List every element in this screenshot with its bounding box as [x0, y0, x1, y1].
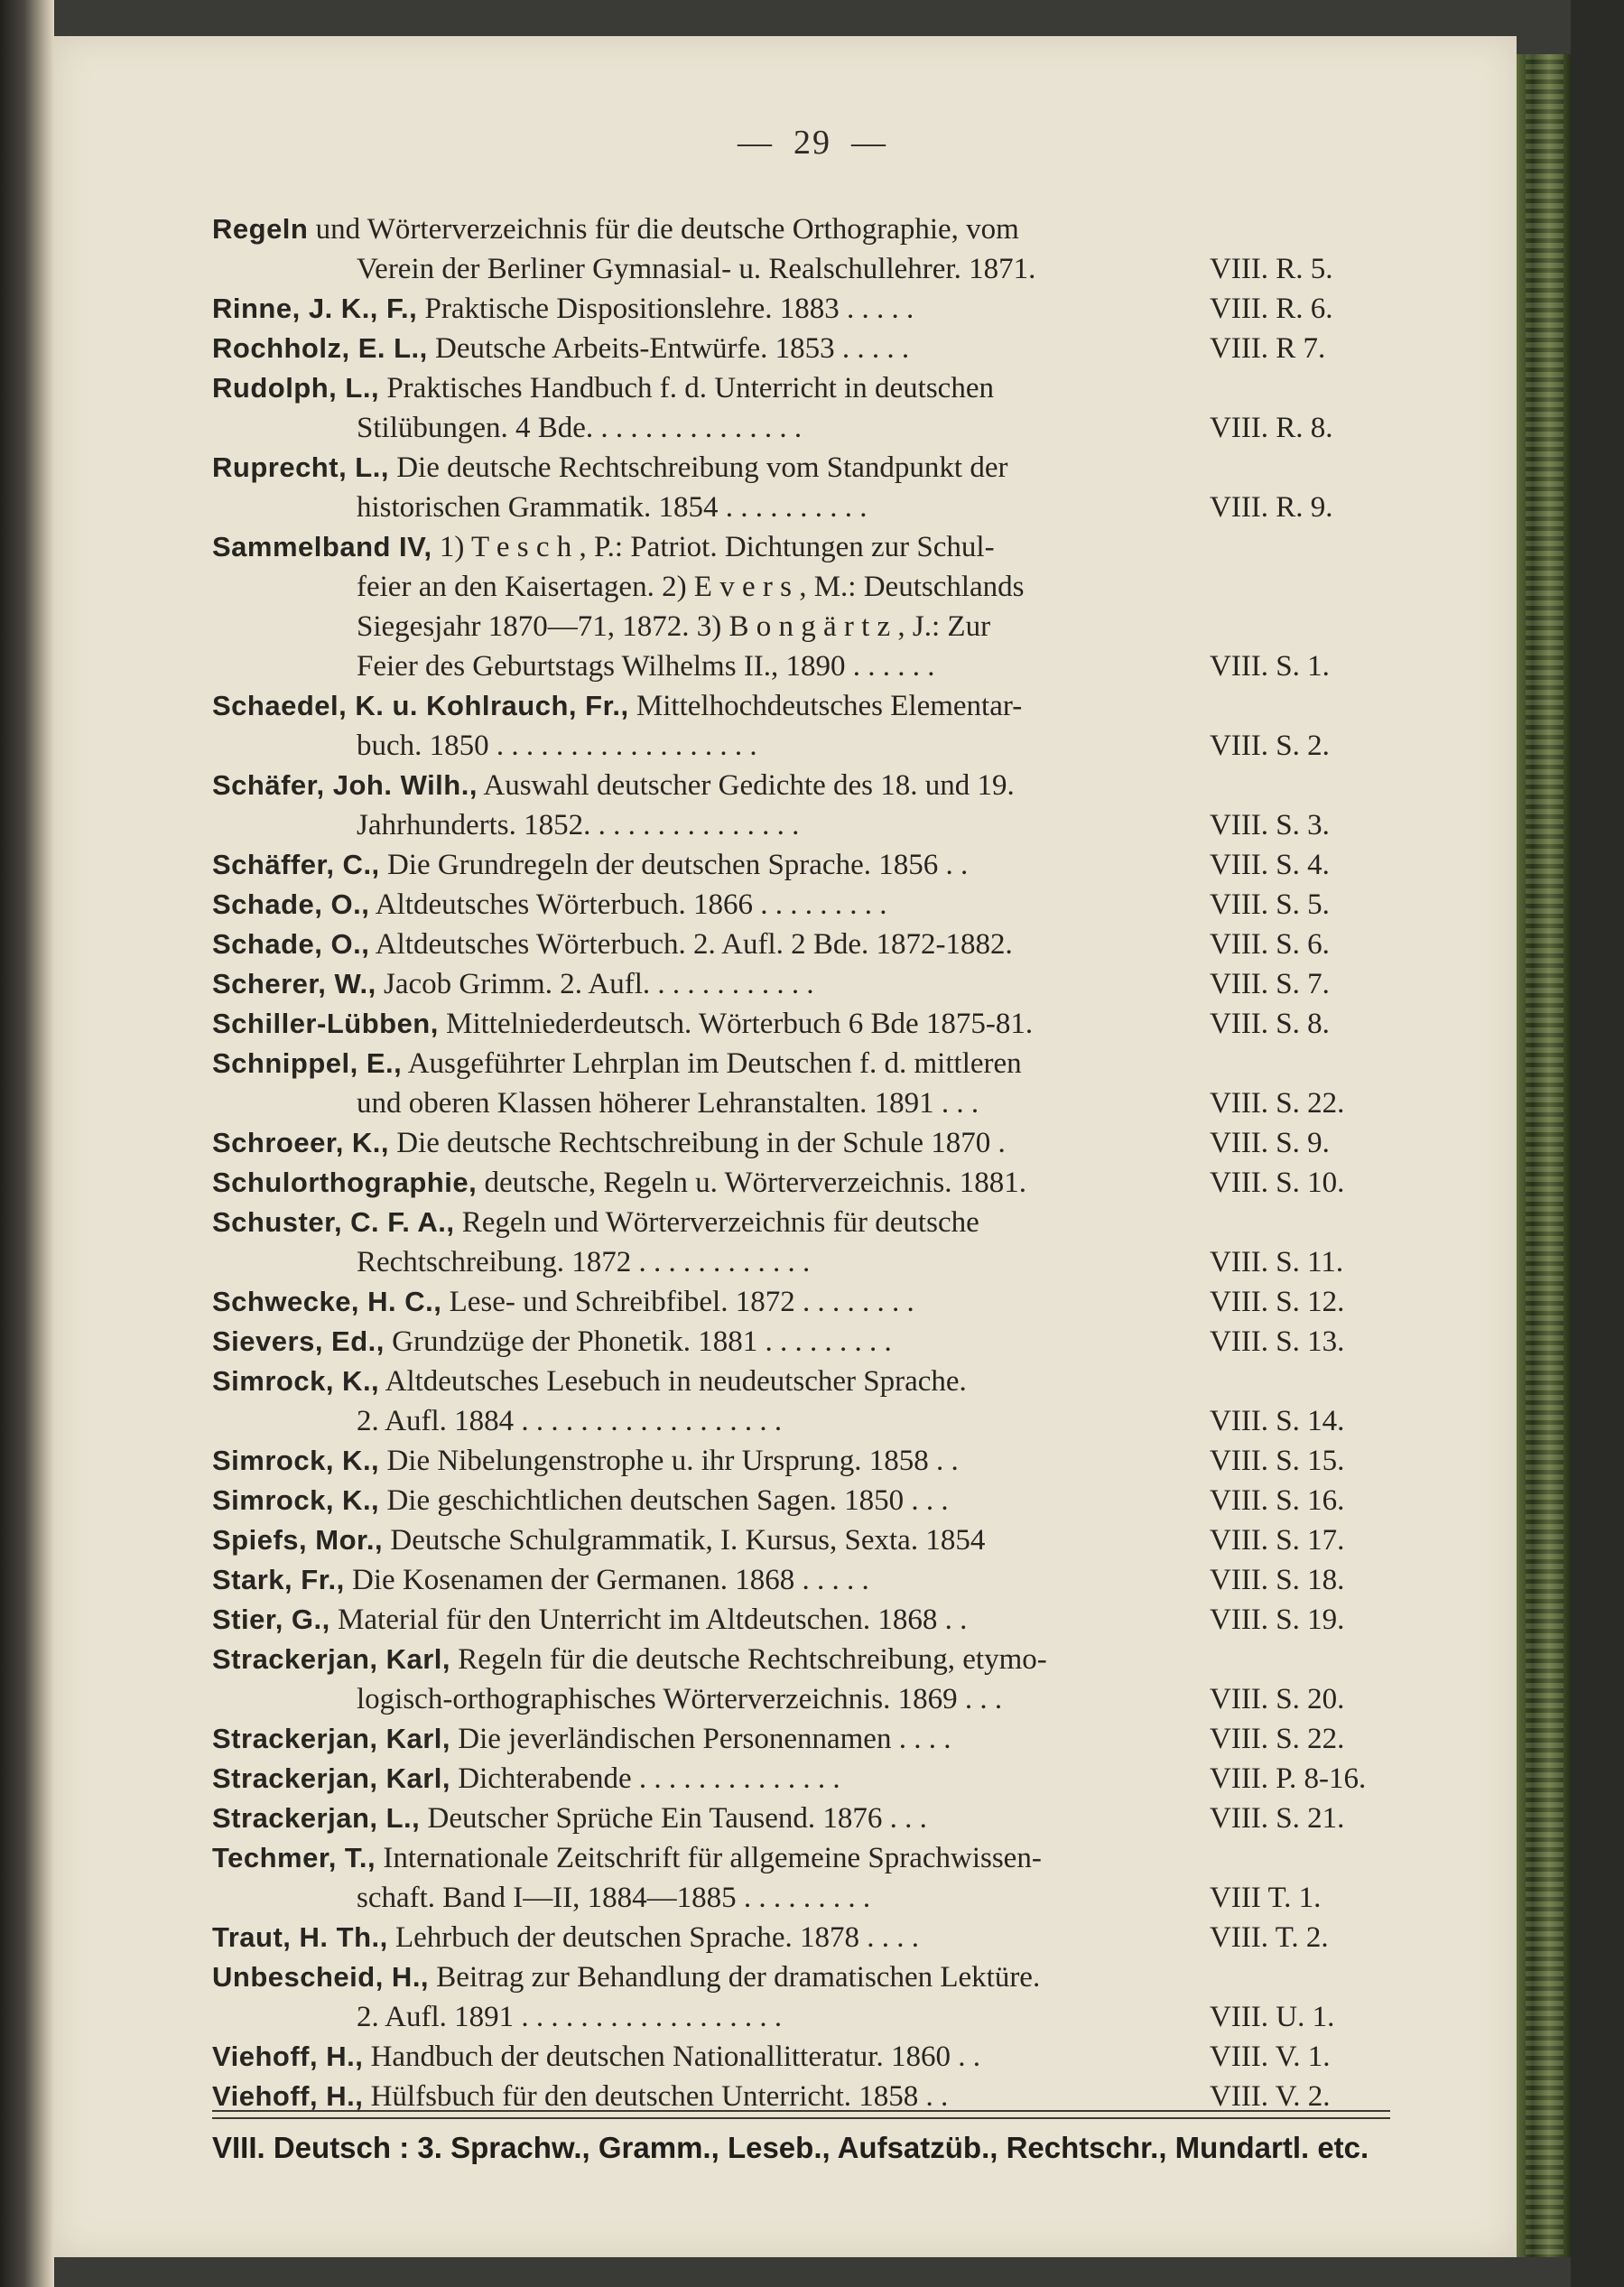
entry-text	[212, 2037, 1183, 2077]
entry-title: Altdeutsches Wörterbuch. 1866 . . . . . . . . .	[369, 888, 887, 921]
entry-title: Rechtschreibung. 1872 . . . . . . . . . . . .	[357, 1246, 811, 1278]
entry-signature: VIII. S. 5.	[1210, 888, 1330, 921]
entry-text	[357, 1083, 1183, 1123]
entry-signature: VIII. S. 17.	[1210, 1524, 1345, 1557]
entry-title: Die geschichtlichen deutschen Sagen. 1850 . . .	[379, 1484, 949, 1517]
entry-text	[212, 209, 1183, 249]
catalog-entry-line	[212, 1520, 1386, 1560]
entry-title: Deutsche Arbeits-Entwürfe. 1853 . . . . .	[427, 332, 910, 365]
entry-text	[212, 1322, 1183, 1362]
catalog-entry-line	[212, 1918, 1386, 1957]
entry-title: Hülfsbuch für den deutschen Unterricht. 1858 . .	[363, 2080, 949, 2113]
entry-title: Jacob Grimm. 2. Aufl. . . . . . . . . . . .	[376, 968, 814, 1000]
entry-signature: VIII. S. 1.	[1210, 650, 1330, 683]
entry-signature: VIII. R. 6.	[1210, 293, 1333, 325]
entry-title: Ausgeführter Lehrplan im Deutschen f. d. mittleren	[402, 1047, 1022, 1080]
entry-text	[212, 1163, 1183, 1203]
entry-title: Deutscher Sprüche Ein Tausend. 1876 . . .	[420, 1802, 927, 1835]
entry-author: Schuster, C. F. A.,	[212, 1206, 455, 1238]
entry-signature: VIII. S. 7.	[1210, 968, 1330, 1000]
entry-author: Traut, H. Th.,	[212, 1921, 388, 1953]
entry-signature: VIII. S. 12.	[1210, 1286, 1345, 1318]
entry-author: Strackerjan, Karl,	[212, 1723, 451, 1754]
entry-title: und oberen Klassen höherer Lehranstalten. 1891 . . .	[357, 1087, 979, 1120]
catalog-entry-line	[212, 1838, 1386, 1878]
entry-author: Rinne, J. K., F.,	[212, 293, 418, 324]
entry-text	[357, 1878, 1183, 1918]
entry-text	[212, 448, 1183, 488]
entry-title: Lehrbuch der deutschen Sprache. 1878 . . . .	[387, 1921, 920, 1954]
entry-author: Regeln	[212, 213, 309, 245]
entry-author: Strackerjan, L.,	[212, 1802, 421, 1834]
entry-signature: VIII. S. 3.	[1210, 809, 1330, 841]
entry-text	[212, 1044, 1183, 1083]
entry-title: Regeln für die deutsche Rechtschreibung, etymo-	[450, 1643, 1047, 1676]
entry-text	[212, 1362, 1183, 1401]
entry-title: Mittelhochdeutsches Elementar-	[628, 690, 1023, 722]
catalog-entry-line	[212, 1083, 1386, 1123]
entry-text	[357, 567, 1183, 607]
entry-signature: VIII. S. 15.	[1210, 1445, 1345, 1477]
entry-author: Schade, O.,	[212, 888, 370, 920]
entry-author: Schäffer, C.,	[212, 849, 380, 880]
entry-title: Mittelniederdeutsch. Wörterbuch 6 Bde 1875-81.	[438, 1008, 1034, 1040]
footer-rule-top	[212, 2110, 1390, 2112]
catalog-entry-line	[212, 1322, 1386, 1362]
entry-author: Schulorthographie,	[212, 1167, 478, 1198]
entry-signature: VIII. R. 9.	[1210, 491, 1333, 524]
catalog-entry-line	[212, 964, 1386, 1004]
entry-text	[212, 368, 1183, 408]
entry-author: Schroeer, K.,	[212, 1127, 390, 1158]
catalog-entry-line	[212, 1163, 1386, 1203]
catalog-entry-line	[212, 1242, 1386, 1282]
entry-text	[212, 766, 1183, 805]
catalog-entry-line	[212, 567, 1386, 607]
entry-signature: VIII. R 7.	[1210, 332, 1326, 365]
entry-text	[212, 329, 1183, 368]
catalog-entry-line	[212, 1799, 1386, 1838]
entry-text	[357, 646, 1183, 686]
entry-text	[212, 1560, 1183, 1600]
catalog-entry-line	[212, 2037, 1386, 2077]
entry-title: historischen Grammatik. 1854 . . . . . . . . . .	[357, 491, 868, 524]
footer-rule-bottom	[212, 2117, 1390, 2119]
entry-author: Schaedel, K. u. Kohlrauch, Fr.,	[212, 690, 629, 721]
entry-text	[357, 488, 1183, 527]
entry-title: Auswahl deutscher Gedichte des 18. und 19.	[477, 769, 1015, 802]
catalog-entry-line	[212, 1004, 1386, 1044]
catalog-entry-line	[212, 1878, 1386, 1918]
entry-title: und Wörterverzeichnis für die deutsche Orthographie, vom	[308, 213, 1019, 246]
entry-author: Unbescheid, H.,	[212, 1961, 430, 1993]
entry-title: schaft. Band I—II, 1884—1885 . . . . . . . . .	[357, 1882, 871, 1914]
entry-title: 2. Aufl. 1884 . . . . . . . . . . . . . . . . . .	[357, 1405, 783, 1437]
entry-text	[212, 1957, 1183, 1997]
book-binding-edge	[1517, 54, 1571, 2257]
catalog-entry-line	[212, 1401, 1386, 1441]
entry-title: logisch-orthographisches Wörterverzeichnis. 1869 . . .	[357, 1683, 1003, 1715]
entry-text	[357, 408, 1183, 448]
catalog-entry-line	[212, 1560, 1386, 1600]
entry-title: buch. 1850 . . . . . . . . . . . . . . . . . .	[357, 730, 757, 762]
catalog-entry-line	[212, 1123, 1386, 1163]
entry-text	[212, 845, 1183, 885]
entry-text	[357, 1242, 1183, 1282]
catalog-entry-line	[212, 368, 1386, 408]
catalog-entry-line	[212, 527, 1386, 567]
entry-title: Deutsche Schulgrammatik, I. Kursus, Sexta. 1854	[383, 1524, 986, 1557]
entry-text	[212, 1838, 1183, 1878]
catalog-entry-line	[212, 1203, 1386, 1242]
catalog-entry-line	[212, 329, 1386, 368]
entry-text	[357, 726, 1183, 766]
entry-signature: VIII. V. 2.	[1210, 2080, 1331, 2113]
catalog-entry-line	[212, 845, 1386, 885]
entry-signature: VIII. S. 2.	[1210, 730, 1330, 762]
entry-title: deutsche, Regeln u. Wörterverzeichnis. 1881.	[477, 1167, 1026, 1199]
entry-signature: VIII. S. 14.	[1210, 1405, 1345, 1437]
entry-signature: VIII. U. 1.	[1210, 2001, 1335, 2033]
page-number-value: 29	[793, 124, 831, 162]
entry-author: Rochholz, E. L.,	[212, 332, 428, 364]
entry-title: Altdeutsches Wörterbuch. 2. Aufl. 2 Bde. 1872-1882.	[369, 928, 1013, 961]
catalog-entry-line	[212, 1957, 1386, 1997]
entry-text	[212, 964, 1183, 1004]
entry-text	[357, 1679, 1183, 1719]
catalog-entry-line	[212, 1481, 1386, 1520]
entry-text	[212, 885, 1183, 925]
entry-title: 1) T e s c h , P.: Patriot. Dichtungen zur Schul-	[432, 531, 995, 563]
entry-author: Strackerjan, Karl,	[212, 1643, 451, 1675]
entry-title: Feier des Geburtstags Wilhelms II., 1890 . . . . . .	[357, 650, 935, 683]
entry-signature: VIII. S. 13.	[1210, 1325, 1345, 1358]
catalog-entry-line	[212, 209, 1386, 249]
catalog-entry-line	[212, 289, 1386, 329]
catalog-entries	[212, 209, 1386, 2116]
entry-signature: VIII. T. 2.	[1210, 1921, 1329, 1954]
entry-title: Die jeverländischen Personennamen . . . .	[450, 1723, 951, 1755]
catalog-entry-line	[212, 1759, 1386, 1799]
entry-author: Techmer, T.,	[212, 1842, 376, 1873]
catalog-entry-line	[212, 766, 1386, 805]
entry-signature: VIII. S. 4.	[1210, 849, 1330, 881]
catalog-entry-line	[212, 1362, 1386, 1401]
entry-signature: VIII. R. 8.	[1210, 412, 1333, 444]
entry-author: Schnippel, E.,	[212, 1047, 403, 1079]
entry-text	[212, 1520, 1183, 1560]
entry-author: Sammelband IV,	[212, 531, 432, 562]
entry-author: Schade, O.,	[212, 928, 370, 960]
entry-text	[212, 1719, 1183, 1759]
entry-title: Beitrag zur Behandlung der dramatischen Lektüre.	[429, 1961, 1041, 1994]
entry-author: Schiller-Lübben,	[212, 1008, 439, 1039]
catalog-entry-line	[212, 1441, 1386, 1481]
entry-title: Handbuch der deutschen Nationallitteratur. 1860 . .	[363, 2041, 980, 2073]
entry-text	[357, 1997, 1183, 2037]
entry-title: Lese- und Schreibfibel. 1872 . . . . . . . .	[441, 1286, 914, 1318]
entry-text	[212, 1600, 1183, 1640]
catalog-entry-line	[212, 885, 1386, 925]
catalog-entry-line	[212, 1997, 1386, 2037]
entry-author: Viehoff, H.,	[212, 2080, 364, 2112]
entry-signature: VIII. S. 9.	[1210, 1127, 1330, 1159]
entry-title: Praktische Dispositionslehre. 1883 . . . . .	[417, 293, 914, 325]
entry-text	[212, 1004, 1183, 1044]
book-gutter-left	[0, 0, 54, 2287]
entry-signature: VIII. S. 19.	[1210, 1604, 1345, 1636]
section-footer: VIII. Deutsch : 3. Sprachw., Gramm., Leseb., Aufsatzüb., Rechtschr., Mundartl. etc.	[212, 2131, 1369, 2164]
entry-text	[212, 1282, 1183, 1322]
entry-text	[212, 1481, 1183, 1520]
catalog-entry-line	[212, 448, 1386, 488]
entry-signature: VIII. S. 22.	[1210, 1087, 1345, 1120]
catalog-entry-line	[212, 1719, 1386, 1759]
entry-text	[357, 805, 1183, 845]
background-right	[1571, 0, 1624, 2287]
entry-title: Internationale Zeitschrift für allgemeine Sprachwissen-	[376, 1842, 1042, 1874]
entry-signature: VIII. S. 20.	[1210, 1683, 1345, 1715]
entry-author: Schäfer, Joh. Wilh.,	[212, 769, 478, 801]
entry-text	[212, 1759, 1183, 1799]
catalog-entry-line	[212, 1679, 1386, 1719]
entry-author: Viehoff, H.,	[212, 2041, 364, 2072]
catalog-entry-line	[212, 686, 1386, 726]
entry-signature: VIII T. 1.	[1210, 1882, 1322, 1914]
entry-author: Stier, G.,	[212, 1604, 330, 1635]
entry-signature: VIII. R. 5.	[1210, 253, 1333, 285]
catalog-entry-line	[212, 408, 1386, 448]
entry-text	[212, 1441, 1183, 1481]
catalog-entry-line	[212, 249, 1386, 289]
entry-signature: VIII. S. 11.	[1210, 1246, 1344, 1278]
catalog-entry-line	[212, 607, 1386, 646]
entry-title: Die deutsche Rechtschreibung in der Schule 1870 .	[389, 1127, 1006, 1159]
entry-text	[357, 1401, 1183, 1441]
catalog-entry-line	[212, 1044, 1386, 1083]
entry-text	[357, 249, 1183, 289]
catalog-entry-line	[212, 726, 1386, 766]
entry-author: Strackerjan, Karl,	[212, 1762, 451, 1794]
entry-signature: VIII. S. 18.	[1210, 1564, 1345, 1596]
entry-text	[212, 1640, 1183, 1679]
entry-text	[212, 1203, 1183, 1242]
entry-signature: VIII. P. 8-16.	[1210, 1762, 1367, 1795]
entry-author: Spiefs, Mor.,	[212, 1524, 384, 1556]
catalog-entry-line	[212, 1282, 1386, 1322]
entry-title: Jahrhunderts. 1852. . . . . . . . . . . . . . .	[357, 809, 800, 841]
entry-title: 2. Aufl. 1891 . . . . . . . . . . . . . . . . . .	[357, 2001, 783, 2033]
entry-author: Scherer, W.,	[212, 968, 376, 999]
entry-signature: VIII. V. 1.	[1210, 2041, 1331, 2073]
entry-text	[212, 289, 1183, 329]
entry-signature: VIII. S. 22.	[1210, 1723, 1345, 1755]
entry-text	[212, 527, 1183, 567]
entry-author: Sievers, Ed.,	[212, 1325, 385, 1357]
entry-signature: VIII. S. 6.	[1210, 928, 1330, 961]
entry-text	[212, 925, 1183, 964]
entry-author: Simrock, K.,	[212, 1365, 380, 1397]
entry-title: Die Nibelungenstrophe u. ihr Ursprung. 1858 . .	[379, 1445, 959, 1477]
entry-text	[212, 1123, 1183, 1163]
entry-text	[212, 686, 1183, 726]
entry-title: Altdeutsches Lesebuch in neudeutscher Sprache.	[379, 1365, 967, 1398]
entry-author: Simrock, K.,	[212, 1484, 380, 1516]
catalog-entry-line	[212, 646, 1386, 686]
page-number: — 29 —	[738, 124, 887, 162]
catalog-entry-line	[212, 805, 1386, 845]
entry-signature: VIII. S. 21.	[1210, 1802, 1345, 1835]
entry-title: Die Kosenamen der Germanen. 1868 . . . . .	[344, 1564, 869, 1596]
catalog-entry-line	[212, 925, 1386, 964]
entry-title: Dichterabende . . . . . . . . . . . . . .	[450, 1762, 840, 1795]
entry-author: Stark, Fr.,	[212, 1564, 345, 1595]
entry-signature: VIII. S. 10.	[1210, 1167, 1345, 1199]
catalog-entry-line	[212, 1640, 1386, 1679]
entry-title: Siegesjahr 1870—71, 1872. 3) B o n g ä r t z , J.: Zur	[357, 610, 991, 643]
entry-title: Material für den Unterricht im Altdeutschen. 1868 . .	[329, 1604, 968, 1636]
entry-author: Schwecke, H. C.,	[212, 1286, 442, 1317]
entry-title: feier an den Kaisertagen. 2) E v e r s , M.: Deutschlands	[357, 571, 1025, 603]
entry-title: Die Grundregeln der deutschen Sprache. 1856 . .	[379, 849, 969, 881]
entry-author: Ruprecht, L.,	[212, 451, 389, 483]
entry-title: Regeln und Wörterverzeichnis für deutsche	[454, 1206, 979, 1239]
entry-text	[357, 607, 1183, 646]
entry-signature: VIII. S. 16.	[1210, 1484, 1345, 1517]
catalog-entry-line	[212, 1600, 1386, 1640]
catalog-entry-line	[212, 488, 1386, 527]
entry-author: Rudolph, L.,	[212, 372, 380, 404]
entry-title: Praktisches Handbuch f. d. Unterricht in deutschen	[379, 372, 994, 404]
entry-title: Die deutsche Rechtschreibung vom Standpunkt der	[388, 451, 1008, 484]
entry-text	[212, 1918, 1183, 1957]
entry-title: Verein der Berliner Gymnasial- u. Realschullehrer. 1871.	[357, 253, 1036, 285]
entry-text	[212, 1799, 1183, 1838]
entry-author: Simrock, K.,	[212, 1445, 380, 1476]
entry-signature: VIII. S. 8.	[1210, 1008, 1330, 1040]
entry-title: Grundzüge der Phonetik. 1881 . . . . . . . . .	[384, 1325, 892, 1358]
entry-title: Stilübungen. 4 Bde. . . . . . . . . . . . . . .	[357, 412, 803, 444]
